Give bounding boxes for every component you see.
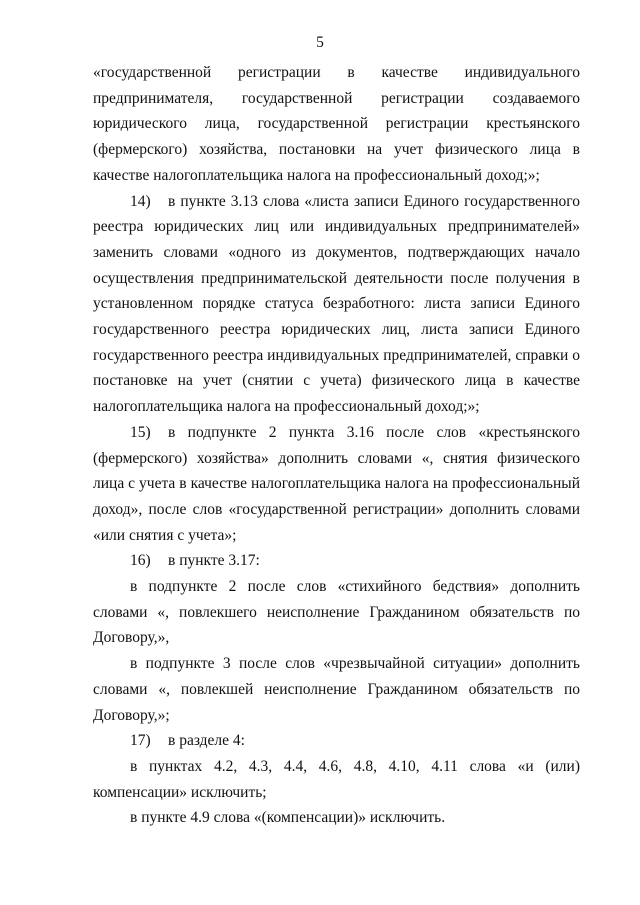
list-item-14 (93, 189, 580, 420)
page-number: 5 (316, 34, 324, 51)
paragraph-text: в подпункте 3 после слов «чрезвычайной ситуации» дополнить словами «, повлекшей неисполнение Гражданином обязательств по Договору,»; (93, 655, 580, 724)
paragraph-continuation (93, 60, 580, 189)
list-item-number: 17) (130, 732, 151, 750)
paragraph-text: в пункте 3.13 слова «листа записи Единого государственного реестра юридических лиц или индивидуальных предпринимателей» заменить словами «одного из документов, подтверждающих начало осуществления предпринимательской деятельности после получения в установленном порядке статуса безработного: листа записи Единого государственного реестра юридических лиц, листа записи Единого государственного реестра индивидуальных предпринимателей, справки о постановке на учет (снятии с учета) физического лица в качестве налогоплательщика налога на профессиональный доход;»; (93, 192, 580, 416)
list-item-16 (93, 548, 580, 574)
sub-paragraph (93, 651, 580, 728)
paragraph-text: в разделе 4: (168, 732, 245, 750)
list-item-number: 14) (130, 192, 151, 210)
paragraph-text: в подпункте 2 пункта 3.16 после слов «крестьянского (фермерского) хозяйства» дополнить словами «, снятия физического лица с учета в качестве налогоплательщика налога на профессиональный доход», после слов «государственной регистрации» дополнить словами «или снятия с учета»; (93, 423, 580, 544)
document-body (93, 60, 580, 831)
sub-paragraph (93, 805, 580, 831)
list-item-15 (93, 420, 580, 549)
paragraph-text: в подпункте 2 после слов «стихийного бедствия» дополнить словами «, повлекшего неисполнение Гражданином обязательств по Договору,», (93, 578, 580, 647)
paragraph-text: «государственной регистрации в качестве индивидуального предпринимателя, государственной регистрации создаваемого юридического лица, государственной регистрации крестьянского (фермерского) хозяйства, постановки на учет физического лица в качестве налогоплательщика налога на профессиональный доход;»; (93, 64, 580, 184)
paragraph-text: в пунктах 4.2, 4.3, 4.4, 4.6, 4.8, 4.10, 4.11 слова «и (или) компенсации» исключить; (93, 757, 580, 801)
list-item-17 (93, 728, 580, 754)
sub-paragraph (93, 754, 580, 805)
list-item-number: 15) (130, 423, 151, 441)
list-item-number: 16) (130, 552, 151, 570)
paragraph-text: в пункте 4.9 слова «(компенсации)» исключить. (130, 809, 446, 827)
paragraph-text: в пункте 3.17: (168, 552, 260, 570)
sub-paragraph (93, 574, 580, 651)
